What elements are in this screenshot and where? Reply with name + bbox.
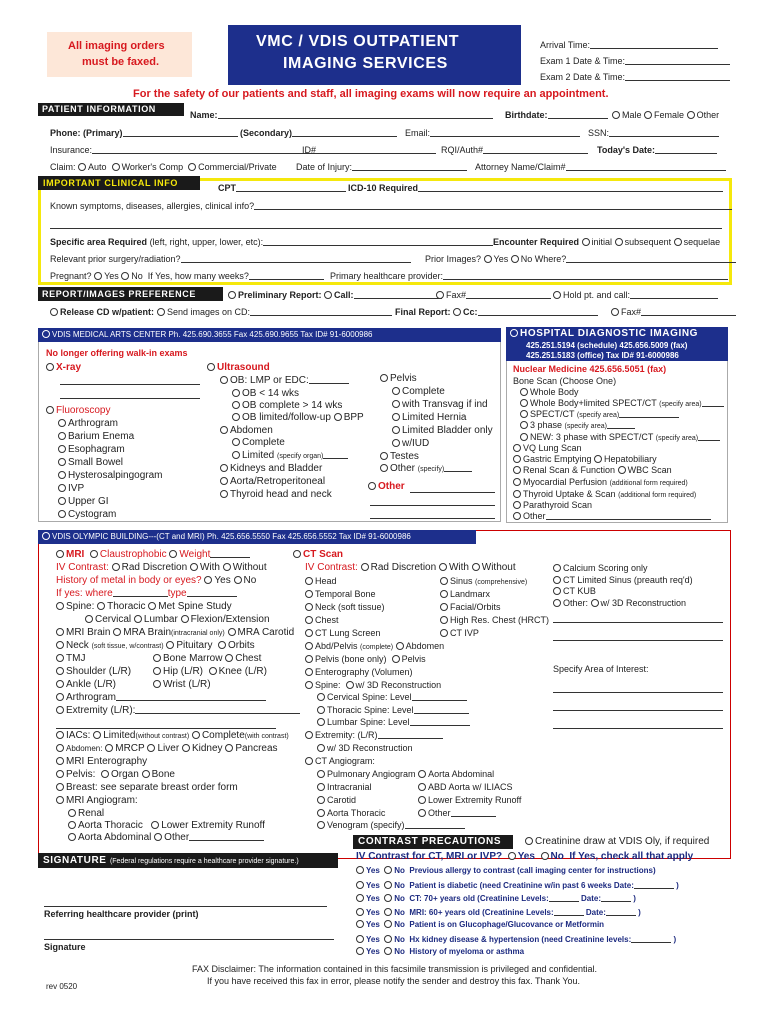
abdomen-complete-option[interactable]: Complete	[232, 437, 285, 449]
renal-option[interactable]: Renal Scan & Function WBC Scan	[513, 465, 672, 475]
contrast-no-radio[interactable]	[384, 947, 392, 955]
ultrasound-option[interactable]: Ultrasound	[207, 362, 270, 374]
aorta-thoracic-row: Aorta Thoracic Lower Extremity Runoff	[68, 820, 265, 832]
release-cd[interactable]: Release CD w/patient:	[50, 307, 154, 317]
release-cd-radio[interactable]	[50, 308, 58, 316]
neck-row: Neck (soft tissue, w/contrast) Pituitary Orbits	[56, 640, 255, 652]
xray-line1	[60, 384, 200, 385]
preliminary-radio[interactable]	[228, 291, 236, 299]
contrast-no-radio[interactable]	[384, 866, 392, 874]
pelvis-complete-option[interactable]: Complete	[392, 386, 445, 398]
ct-thoracic[interactable]: Thoracic Spine: Level	[317, 705, 469, 715]
bone-scan-label: Bone Scan (Choose One)	[513, 376, 617, 386]
page-subtitle: IMAGING SERVICES	[283, 55, 448, 72]
wbc-radio[interactable]	[618, 466, 626, 474]
if-yes-where[interactable]: If yes: where type	[56, 588, 237, 600]
other-line2	[370, 505, 495, 506]
hold-radio[interactable]	[553, 291, 561, 299]
workers-comp-radio[interactable]	[112, 163, 120, 171]
contrast-item[interactable]: Yes No History of myeloma or asthma	[356, 947, 524, 956]
aorta-option[interactable]: Aorta/Retroperitoneal	[220, 476, 325, 488]
extremity-line2	[56, 728, 276, 729]
prior-images-field[interactable]: Prior Images? Yes No Where?	[425, 254, 736, 264]
wiud-option[interactable]: w/IUD	[392, 438, 429, 450]
fluoro-item[interactable]: Arthrogram	[58, 418, 118, 430]
ob-lmp-option[interactable]: OB: LMP or EDC:	[220, 375, 349, 387]
specific-area-field[interactable]: Specific area Required (left, right, upper, lower, etc):	[50, 237, 493, 247]
whole-body-option[interactable]: Whole Body	[520, 387, 579, 397]
ct-ivp[interactable]: CT IVP	[440, 628, 479, 638]
contrast-yes-radio[interactable]	[356, 935, 364, 943]
ct-chest[interactable]: Chest	[305, 615, 339, 625]
shoulder-row: Shoulder (L/R)	[56, 666, 131, 678]
thyroid-uptake-option[interactable]: Thyroid Uptake & Scan (additional form required)	[513, 489, 696, 500]
contrast-yes-radio[interactable]	[356, 920, 364, 928]
ankle-row: Ankle (L/R)	[56, 679, 116, 691]
ct-spine[interactable]: Spine: w/ 3D Reconstruction	[305, 680, 441, 690]
weight-radio[interactable]	[169, 550, 177, 558]
contrast-yes-radio[interactable]	[356, 881, 364, 889]
encounter-field[interactable]: Encounter Required initial subsequent sequelae	[493, 237, 721, 247]
hospital-other-option[interactable]: Other	[513, 511, 711, 521]
ct-extremity[interactable]: Extremity: (L/R)	[305, 730, 443, 740]
ct-intracranial[interactable]: Intracranial	[317, 782, 372, 792]
spine-row2: Cervical Lumbar Flexion/Extension	[85, 614, 270, 626]
vq-option[interactable]: VQ Lung Scan	[513, 443, 582, 453]
thyroid-option[interactable]: Thyroid head and neck	[220, 489, 332, 501]
contrast-yes-radio[interactable]	[356, 866, 364, 874]
ct-pulm-angio[interactable]: Pulmonary Angiogram Aorta Abdominal	[317, 769, 494, 779]
contrast-no-radio[interactable]	[384, 881, 392, 889]
vdis-medical-heading: VDIS MEDICAL ARTS CENTER Ph. 425.690.3655 Fax 425.690.9655 Tax ID# 91-6000986	[38, 328, 501, 342]
clinical-info-frame	[38, 178, 732, 285]
fluoro-item[interactable]: Hysterosalpingogram	[58, 470, 163, 482]
contrast-item[interactable]: Yes No Patient is diabetic (need Creatinine w/in past 6 weeks Date: )	[356, 880, 679, 890]
pregnant-field[interactable]: Pregnant? Yes No If Yes, how many weeks?	[50, 271, 324, 281]
wrist-row: Wrist (L/R)	[153, 679, 211, 691]
other-radio[interactable]	[687, 111, 695, 119]
ct-other-3d[interactable]: Other: w/ 3D Reconstruction	[553, 598, 686, 608]
bone-marrow-row: Bone Marrow Chest	[153, 653, 261, 665]
whole-body-spect-option[interactable]: Whole Body+limited SPECT/CT (specify area)	[520, 398, 724, 409]
ct-neck[interactable]: Neck (soft tissue)	[305, 602, 385, 612]
contrast-no-radio[interactable]	[384, 935, 392, 943]
clinical-info-heading: IMPORTANT CLINICAL INFO	[38, 176, 200, 190]
contrast-heading: CONTRAST PRECAUTIONS	[353, 835, 513, 849]
prior-no-radio[interactable]	[511, 255, 519, 263]
pelvis-option[interactable]: Pelvis	[380, 373, 417, 385]
fax-radio[interactable]	[436, 291, 444, 299]
attorney-field[interactable]: Attorney Name/Claim#	[475, 162, 726, 172]
insurance-field[interactable]: Insurance:	[50, 145, 342, 155]
contrast-yes-radio[interactable]	[356, 894, 364, 902]
send-images[interactable]: Send images on CD:	[157, 307, 392, 317]
mri-iv-contrast: IV Contrast: Rad Discretion With Without	[56, 562, 267, 573]
disclaimer-line1: FAX Disclaimer: The information contained in this facsimile transmission is privileged and confidential.	[192, 964, 598, 974]
aorta-abdominal-row: Aorta Abdominal Other	[68, 832, 264, 844]
ct-facial[interactable]: Facial/Orbits	[440, 602, 501, 612]
signature-line[interactable]	[44, 939, 334, 940]
parathyroid-option[interactable]: Parathyroid Scan	[513, 500, 592, 510]
ct-other-line1	[553, 622, 723, 623]
abdomen-row: Abdomen: MRCP Liver Kidney Pancreas	[56, 743, 278, 755]
ct-landmarx[interactable]: Landmarx	[440, 589, 490, 599]
icd10-field[interactable]: ICD-10 Required	[348, 183, 723, 193]
claim-row: Claim: Auto Worker's Comp Commercial/Private	[50, 162, 277, 172]
ob-lt14-option[interactable]: OB < 14 wks	[232, 388, 299, 400]
contrast-item[interactable]: Yes No Hx kidney disease & hypertension (need Creatinine levels: )	[356, 934, 676, 944]
contrast-item[interactable]: Yes No MRI: 60+ years old (Creatinine Levels: Date: )	[356, 907, 641, 917]
ct-enterography[interactable]: Enterography (Volumen)	[305, 667, 413, 677]
birthdate-field[interactable]: Birthdate:	[505, 110, 608, 120]
auto-radio[interactable]	[78, 163, 86, 171]
ct-pelvis-bone[interactable]: Pelvis (bone only) Pelvis	[305, 654, 426, 664]
breast-row[interactable]: Breast: see separate breast order form	[56, 782, 238, 794]
ct-sinus[interactable]: Sinus (comprehensive)	[440, 576, 527, 587]
ct-calcium[interactable]: Calcium Scoring only	[553, 563, 648, 573]
walkin-notice: No longer offering walk-in exams	[46, 348, 188, 358]
other-line3	[370, 518, 495, 519]
nuclear-medicine: Nuclear Medicine 425.656.5051 (fax)	[513, 364, 667, 374]
rqi-field[interactable]: RQI/Auth#	[441, 145, 588, 155]
ct-aorta-thoracic[interactable]: Aorta Thoracic	[317, 808, 385, 818]
fluoro-item[interactable]: Esophagram	[58, 444, 125, 456]
contrast-no-radio[interactable]	[384, 894, 392, 902]
brain-row: MRI Brain MRA Brain(intracranial only) MRA Carotid	[56, 627, 294, 639]
ct-kub[interactable]: CT KUB	[553, 586, 596, 596]
hold-field[interactable]: Hold pt. and call:	[553, 290, 718, 300]
cpt-field[interactable]: CPT	[218, 183, 346, 193]
other-specify-option[interactable]: Other (specify)	[380, 463, 472, 475]
ct-head[interactable]: Head	[305, 576, 337, 586]
spect-option[interactable]: SPECT/CT (specify area)	[520, 409, 679, 420]
call-radio[interactable]	[324, 291, 332, 299]
abdomen-option[interactable]: Abdomen	[220, 425, 273, 437]
fax-notice	[47, 32, 192, 77]
hernia-option[interactable]: Limited Hernia	[392, 412, 466, 424]
ct-abd-pelvis[interactable]: Abd/Pelvis (complete) Abdomen	[305, 641, 444, 652]
exam2-label: Exam 2 Date & Time:	[540, 72, 730, 82]
olympic-radio[interactable]	[42, 532, 50, 540]
ct-limited-sinus[interactable]: CT Limited Sinus (preauth req'd)	[553, 575, 693, 585]
commercial-radio[interactable]	[188, 163, 196, 171]
ct-other[interactable]: Other	[418, 808, 496, 818]
disclaimer-line2: If you have received this fax in error, please notify the sender and destroy this fax. Thank You.	[207, 976, 581, 986]
pregnant-no-radio[interactable]	[121, 272, 129, 280]
pelvis-row: Pelvis: Organ Bone	[56, 769, 175, 781]
fluoro-item[interactable]: Upper GI	[58, 496, 109, 508]
male-radio[interactable]	[612, 111, 620, 119]
ct-lumbar[interactable]: Lumbar Spine: Level	[317, 717, 470, 727]
report-heading: REPORT/IMAGES PREFERENCE	[38, 287, 223, 301]
name-field[interactable]: Name:	[190, 110, 493, 120]
creatinine-draw[interactable]: Creatinine draw at VDIS Oly, if required	[525, 836, 709, 848]
fluoro-item[interactable]: Barium Enema	[58, 431, 134, 443]
contrast-no-radio[interactable]	[384, 908, 392, 916]
email-field[interactable]: Email:	[405, 128, 580, 138]
ct-temporal-bone[interactable]: Temporal Bone	[305, 589, 376, 599]
gender-options[interactable]: Male Female Other	[612, 110, 719, 120]
ct-scan-option[interactable]: CT Scan	[293, 549, 343, 561]
fluoro-item[interactable]: Small Bowel	[58, 457, 123, 469]
vdis-medical-radio[interactable]	[42, 330, 50, 338]
ct-venogram[interactable]: Venogram (specify)	[317, 820, 465, 830]
primary-provider-field[interactable]: Primary healthcare provider:	[330, 271, 728, 281]
referring-line[interactable]	[44, 906, 327, 907]
hospital-phone2: 425.251.5183 (office) Tax ID# 91-6000986	[526, 351, 679, 360]
fax-field[interactable]: Fax#	[436, 290, 551, 300]
fax2-radio[interactable]	[611, 308, 619, 316]
fluoro-item[interactable]: IVP	[58, 483, 84, 495]
ct-iliacs[interactable]: ABD Aorta w/ ILIACS	[418, 782, 513, 792]
hospital-heading: HOSPITAL DIAGNOSTIC IMAGING	[510, 328, 698, 340]
spine-row: Spine: Thoracic Met Spine Study	[56, 601, 232, 613]
safety-notice: For the safety of our patients and staff, all imaging exams will now require an appointment.	[133, 88, 609, 100]
relevant-prior-field[interactable]: Relevant prior surgery/radiation?	[50, 254, 411, 264]
history-metal: History of metal in body or eyes? Yes No	[56, 575, 257, 586]
fluoro-item[interactable]: Cystogram	[58, 509, 116, 521]
specify-line1	[553, 692, 723, 693]
bladder-only-option[interactable]: Limited Bladder only	[392, 425, 493, 437]
mri-radio[interactable]	[56, 550, 64, 558]
patient-info-heading: PATIENT INFORMATION	[38, 103, 184, 116]
initial-radio[interactable]	[582, 238, 590, 246]
contrast-item[interactable]: Yes No Previous allergy to contrast (call imaging center for instructions)	[356, 866, 656, 875]
specify-line2	[553, 710, 723, 711]
id-field[interactable]: ID#	[302, 145, 436, 155]
pregnant-yes-radio[interactable]	[94, 272, 102, 280]
three-phase-option[interactable]: 3 phase (specify area)	[520, 420, 635, 431]
contrast-yes-radio[interactable]	[356, 947, 364, 955]
ct-carotid[interactable]: Carotid	[317, 795, 356, 805]
female-radio[interactable]	[644, 111, 652, 119]
prior-yes-radio[interactable]	[484, 255, 492, 263]
tmj-row: TMJ	[56, 653, 85, 665]
sequelae-radio[interactable]	[674, 238, 682, 246]
revision: rev 0520	[46, 982, 78, 991]
contrast-yes-radio[interactable]	[356, 908, 364, 916]
signature-heading: SIGNATURE (Federal regulations require a healthcare provider signature.)	[43, 855, 299, 866]
ct-other-line2	[553, 640, 723, 641]
arrival-time-label: Arrival Time:	[540, 40, 718, 50]
ct-w3d2[interactable]: w/ 3D Reconstruction	[317, 743, 413, 753]
symptoms-line2	[50, 228, 722, 229]
fluoroscopy-option[interactable]: Fluoroscopy	[46, 405, 110, 417]
ct-angiogram[interactable]: CT Angiogram:	[305, 756, 375, 766]
mri-row: MRI Claustrophobic Weight	[56, 549, 250, 561]
hip-row: Hip (L/R) Knee (L/R)	[153, 666, 267, 678]
phone-secondary-field[interactable]: (Secondary)	[240, 128, 397, 138]
phone-primary-field[interactable]: Phone: (Primary)	[50, 128, 238, 138]
symptoms-field[interactable]: Known symptoms, diseases, allergies, clinical info?	[50, 201, 732, 211]
new-3phase-option[interactable]: NEW: 3 phase with SPECT/CT (specify area)	[520, 432, 720, 443]
referring-label: Referring healthcare provider (print)	[44, 909, 199, 919]
xray-option[interactable]: X-ray	[46, 362, 81, 374]
myocardial-option[interactable]: Myocardial Perfusion (additional form required)	[513, 477, 688, 488]
mri-angiogram-row[interactable]: MRI Angiogram:	[56, 795, 138, 807]
transvag-option[interactable]: with Transvag if ind	[392, 399, 488, 411]
testes-option[interactable]: Testes	[380, 451, 419, 463]
other-line1	[410, 492, 495, 493]
bpp-radio[interactable]	[334, 413, 342, 421]
ct-lower-ext[interactable]: Lower Extremity Runoff	[418, 795, 521, 805]
contrast-item[interactable]: Yes No Patient is on Glucophage/Glucovance or Metformin	[356, 920, 604, 929]
fax-notice-line1: All imaging orders	[68, 40, 165, 52]
limited-organ-option[interactable]: Limited (specify organ)	[232, 450, 348, 462]
iacs-row: IACs: Limited(without contrast) Complete(with contrast)	[56, 730, 289, 742]
hospital-phone1: 425.251.5194 (schedule) 425.656.5009 (fax)	[526, 341, 688, 350]
ct-cervical[interactable]: Cervical Spine: Level	[317, 692, 467, 702]
date-of-injury-field[interactable]: Date of Injury:	[296, 162, 467, 172]
todays-date-field[interactable]: Today's Date:	[597, 145, 717, 155]
claustrophobic-radio[interactable]	[90, 550, 98, 558]
vdis-other-option[interactable]: Other	[368, 481, 405, 493]
ct-lung[interactable]: CT Lung Screen	[305, 628, 380, 638]
ct-iv-contrast: IV Contrast: Rad Discretion With Without	[305, 562, 516, 573]
page-title: VMC / VDIS OUTPATIENT	[256, 33, 460, 50]
olympic-heading: VDIS OLYMPIC BUILDING---(CT and MRI) Ph. 425.656.5550 Fax 425.656.5552 Tax ID# 91-6000986	[38, 530, 476, 544]
fax-notice-line2: must be faxed.	[82, 56, 160, 68]
final-report: Final Report: Cc:	[395, 307, 598, 317]
ct-high-res[interactable]: High Res. Chest (HRCT)	[440, 615, 549, 625]
specify-line3	[553, 728, 723, 729]
preliminary-report: Preliminary Report: Call:	[228, 290, 442, 300]
fax2-field[interactable]: Fax#	[611, 307, 736, 317]
mri-enterography-row[interactable]: MRI Enterography	[56, 756, 147, 768]
xray-line2	[60, 398, 200, 399]
signature-label: Signature	[44, 942, 86, 952]
exam1-label: Exam 1 Date & Time:	[540, 56, 730, 66]
send-images-radio[interactable]	[157, 308, 165, 316]
contrast-item[interactable]: Yes No CT: 70+ years old (Creatinine Levels: Date: )	[356, 893, 636, 903]
cc-radio[interactable]	[453, 308, 461, 316]
contrast-no-radio[interactable]	[384, 920, 392, 928]
ob-limited-option[interactable]: OB limited/follow-up BPP	[232, 412, 364, 424]
arthrogram-row[interactable]: Arthrogram	[56, 692, 266, 704]
hepato-radio[interactable]	[594, 455, 602, 463]
contrast-question: IV Contrast for CT, MRI or IVP? Yes No If Yes, check all that apply	[356, 851, 694, 862]
gastric-option[interactable]: Gastric Emptying Hepatobiliary	[513, 454, 657, 464]
hospital-radio[interactable]	[510, 329, 518, 337]
renal-row[interactable]: Renal	[68, 808, 104, 820]
ob-gt14-option[interactable]: OB complete > 14 wks	[232, 400, 342, 412]
kidneys-option[interactable]: Kidneys and Bladder	[220, 463, 322, 475]
subsequent-radio[interactable]	[615, 238, 623, 246]
specify-area-label: Specify Area of Interest:	[553, 664, 649, 674]
extremity-row[interactable]: Extremity (L/R):	[56, 705, 300, 717]
ssn-field[interactable]: SSN:	[588, 128, 719, 138]
